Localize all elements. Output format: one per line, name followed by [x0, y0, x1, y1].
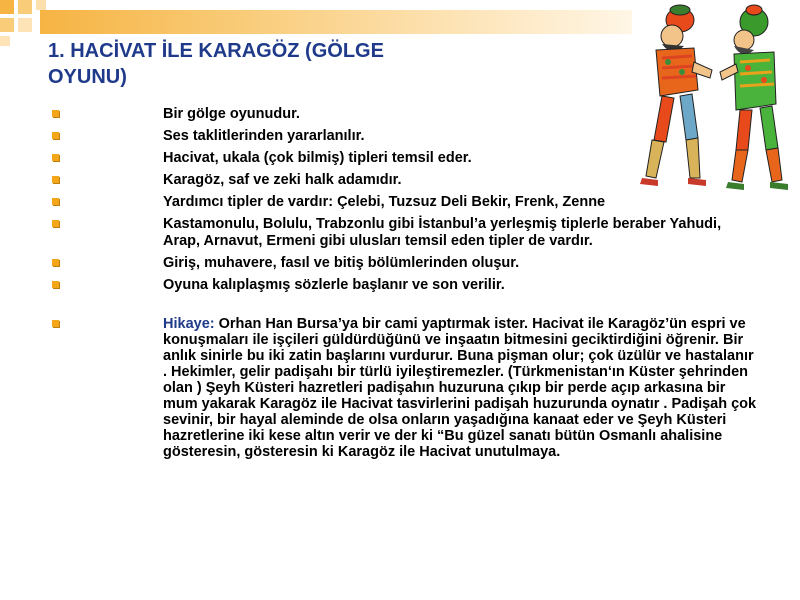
deco-square	[0, 18, 14, 32]
story-item	[48, 316, 768, 460]
square-bullet-icon	[52, 259, 59, 266]
square-bullet-icon	[52, 154, 59, 161]
bullet-text: Hacivat, ukala (çok bilmiş) tipleri temsil eder.	[163, 150, 472, 166]
bullet-text: Oyuna kalıplaşmış sözlerle başlanır ve son verilir.	[163, 277, 505, 293]
list-item	[48, 150, 768, 167]
square-bullet-icon	[52, 320, 59, 327]
list-item	[48, 255, 768, 272]
square-bullet-icon	[52, 176, 59, 183]
deco-square	[0, 0, 14, 14]
list-item	[48, 277, 768, 294]
square-bullet-icon	[52, 281, 59, 288]
slide-title: 1. HACİVAT İLE KARAGÖZ (GÖLGE OYUNU)	[48, 40, 384, 88]
bullet-text: Bir gölge oyunudur.	[163, 106, 300, 122]
deco-square	[0, 36, 10, 46]
list-item	[48, 216, 768, 250]
deco-square	[36, 0, 46, 10]
bullet-text: Karagöz, saf ve zeki halk adamıdır.	[163, 172, 402, 188]
story-text: Orhan Han Bursa’ya bir cami yaptırmak ister. Hacivat ile Karagöz’ün espri ve konuşmaları ile işçileri güldürdüğünü ve inşaatın bitmesini geciktirdiğini öğrenir. Bir anlık sinirle bu iki zatin başlarını vurdurur. Buna pişman olur; çok üzülür ve hastalanır . Hekimler, gelir padişahı bir türlü iyileştiremezler. (Türkmenistan‘ın Küster şehrinden olan ) Şeyh Küsteri hazretleri padişahın huzuruna çıkıp bir perde açıp arkasına bir mum yakarak Karagöz ile Hacivat tasvirlerini padişah huzurunda oynatır . Padişah çok sevinir, bir hayal aleminde de olsa onların yaşadığına kanaat eder ve Şeyh Küsteri hazretlerine iki kese altın verir ve der ki “Bu güzel sanatı bütün Osmanlı ahalisine gösteresin, gösteresin ki Karagöz ile Hacivat unutulmaya.	[163, 316, 757, 460]
story-label: Hikaye:	[163, 316, 215, 332]
deco-square	[18, 18, 32, 32]
list-item	[48, 106, 768, 123]
list-item	[48, 194, 768, 211]
bullet-text: Yardımcı tipler de vardır: Çelebi, Tuzsuz Deli Bekir, Frenk, Zenne	[163, 194, 606, 210]
deco-square	[18, 0, 32, 14]
square-bullet-icon	[52, 220, 59, 227]
bullet-list	[48, 106, 768, 460]
list-item	[48, 172, 768, 189]
bullet-text: Giriş, muhavere, fasıl ve bitiş bölümlerinden oluşur.	[163, 255, 520, 271]
bullet-text: Kastamonulu, Bolulu, Trabzonlu gibi İstanbul’a yerleşmiş tiplerle beraber Yahudi, Arap, Arnavut, Ermeni gibi ulusları temsil eden tipler de vardır.	[163, 216, 722, 249]
square-bullet-icon	[52, 110, 59, 117]
header-gradient-bar	[40, 10, 632, 34]
square-bullet-icon	[52, 198, 59, 205]
square-bullet-icon	[52, 132, 59, 139]
list-item	[48, 128, 768, 145]
bullet-text: Ses taklitlerinden yararlanılır.	[163, 128, 365, 144]
